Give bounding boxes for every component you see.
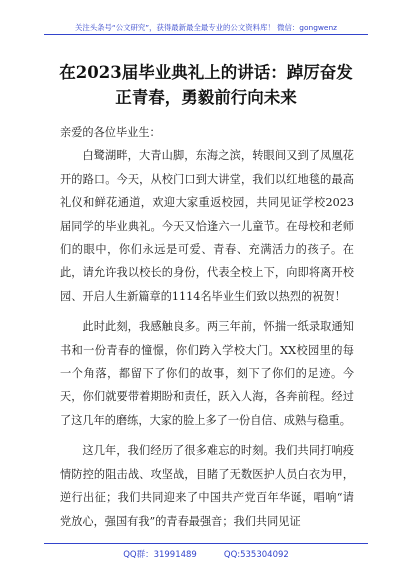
document-body	[60, 121, 354, 533]
paragraph-1: 白鹭湖畔，大青山脚，东海之滨，转眼间又到了凤凰花开的路口。今天，从校门口到大讲堂，我们以红地毯的最高礼仪和鲜花通道，欢迎大家重返校园，共同见证学校2023届同学的毕业典礼。今天又恰逢六一儿童节。在母校和老师们的眼中，你们永远是可爱、青春、充满活力的孩子。在此，请允许我以校长的身份，代表全校上下，向即将离开校园、开启人生新篇章的1114名毕业生们致以热烈的祝贺！	[60, 149, 354, 303]
page-title	[48, 60, 364, 110]
footer-contact	[44, 548, 368, 560]
title-line-2: 正青春，勇毅前行向未来	[115, 88, 297, 107]
header-divider	[44, 34, 368, 35]
footer-qq-group: QQ群：31991489	[123, 550, 197, 560]
paragraph-2: 此时此刻，我感触良多。两三年前，怀揣一纸录取通知书和一份青春的憧憬，你们跨入学校大门。XX校园里的每一个角落，都留下了你们的故事，刻下了你们的足迹。今天，你们就要带着期盼和责任，跃入人海，各奔前程。经过了这几年的磨练，大家的脸上多了一份自信、成熟与稳重。	[60, 320, 354, 427]
title-line-1: 在2023届毕业典礼上的讲话：踔厉奋发	[59, 63, 353, 82]
footer-divider	[44, 543, 368, 544]
footer-qq: QQ:535304092	[223, 550, 289, 560]
header-promo-link[interactable]: 关注头条号“公文研究”，获得最新最全最专业的公文资料库！ 微信：gongwenz	[74, 23, 338, 32]
paragraph-3: 这几年，我们经历了很多难忘的时刻。我们共同打响疫情防控的阻击战、攻坚战，目睹了无数医护人员白衣为甲，逆行出征；我们共同迎来了中国共产党百年华诞，唱响“请党放心，强国有我”的青春最强音；我们共同见证	[60, 444, 354, 528]
salutation: 亲爱的各位毕业生：	[60, 126, 161, 139]
